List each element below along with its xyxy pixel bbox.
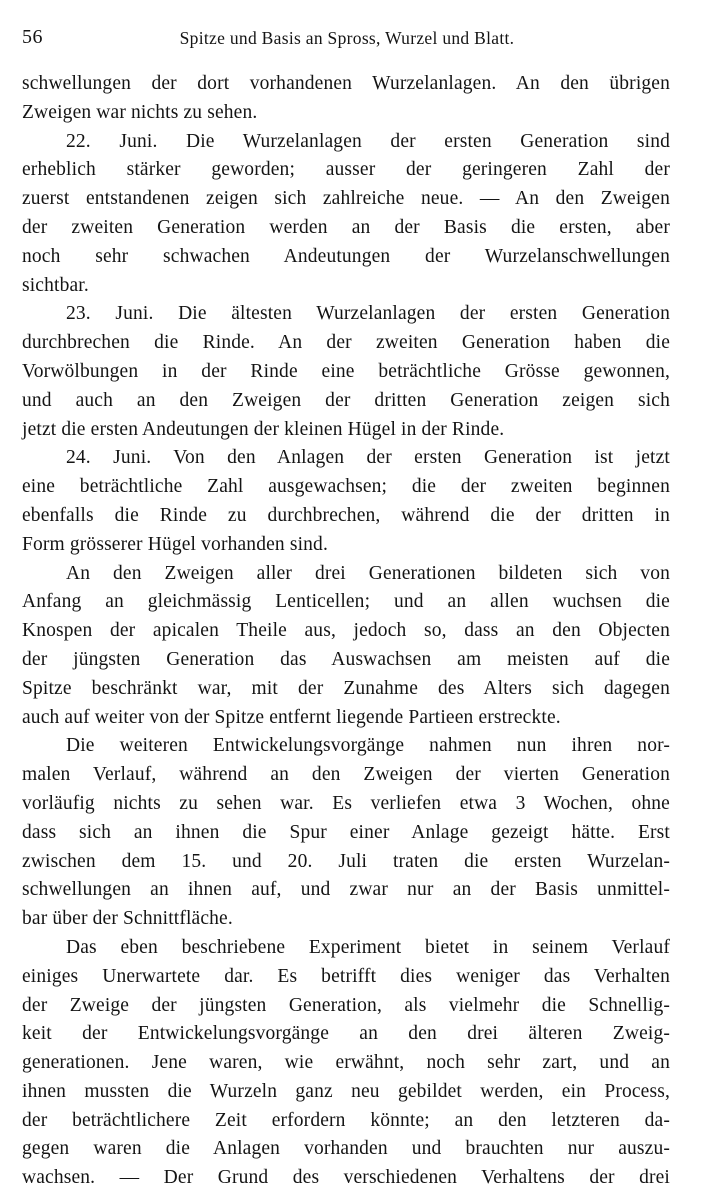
text-line: vorläufig nichts zu sehen war. Es verliefen etwa 3 Wochen, ohne: [22, 792, 670, 814]
text-line: bar über der Schnittfläche.: [22, 908, 233, 930]
text-line: jetzt die ersten Andeutungen der kleinen Hügel in der Rinde.: [22, 418, 505, 440]
text-line: der beträchtlichere Zeit erfordern könnte; an den letzteren da-: [22, 1109, 670, 1131]
text-line: eine beträchtliche Zahl ausgewachsen; die der zweiten beginnen: [22, 476, 670, 498]
text-line: und auch an den Zweigen der dritten Generation zeigen sich: [22, 389, 670, 411]
text-line: der zweiten Generation werden an der Basis die ersten, aber: [22, 216, 670, 238]
text-line: 22. Juni. Die Wurzelanlagen der ersten Generation sind: [66, 130, 670, 152]
text-line: der Zweige der jüngsten Generation, als vielmehr die Schnellig-: [22, 994, 670, 1016]
text-line: Anfang an gleichmässig Lenticellen; und an allen wuchsen die: [22, 591, 670, 613]
text-line: generationen. Jene waren, wie erwähnt, noch sehr zart, und an: [22, 1052, 670, 1074]
text-line: Vorwölbungen in der Rinde eine beträchtliche Grösse gewonnen,: [22, 360, 670, 382]
text-line: erheblich stärker geworden; ausser der geringeren Zahl der: [22, 159, 670, 181]
text-line: schwellungen an ihnen auf, und zwar nur an der Basis unmittel-: [22, 879, 670, 901]
body-text: [22, 70, 670, 1193]
text-line: Knospen der apicalen Theile aus, jedoch so, dass an den Objecten: [22, 620, 670, 642]
text-line: der jüngsten Generation das Auswachsen am meisten auf die: [22, 648, 670, 670]
running-title: Spitze und Basis an Spross, Wurzel und Blatt.: [179, 28, 515, 48]
text-line: Form grösserer Hügel vorhanden sind.: [22, 533, 328, 555]
text-line: 23. Juni. Die ältesten Wurzelanlagen der ersten Generation: [66, 303, 670, 325]
text-line: gegen waren die Anlagen vorhanden und brauchten nur auszu-: [22, 1138, 670, 1160]
text-line: dass sich an ihnen die Spur einer Anlage gezeigt hätte. Erst: [22, 821, 670, 843]
text-line: durchbrechen die Rinde. An der zweiten Generation haben die: [22, 332, 670, 354]
text-line: 24. Juni. Von den Anlagen der ersten Generation ist jetzt: [66, 447, 670, 469]
page-number: 56: [22, 26, 43, 48]
text-line: ebenfalls die Rinde zu durchbrechen, während die der dritten in: [22, 504, 670, 526]
text-line: schwellungen der dort vorhandenen Wurzelanlagen. An den übrigen: [22, 73, 670, 94]
text-line: zuerst entstandenen zeigen sich zahlreiche neue. — An den Zweigen: [22, 188, 670, 210]
text-line: sichtbar.: [22, 274, 89, 296]
text-line: Spitze beschränkt war, mit der Zunahme des Alters sich dagegen: [22, 677, 670, 699]
text-line: einiges Unerwartete dar. Es betrifft dies weniger das Verhalten: [22, 965, 670, 987]
text-line: zwischen dem 15. und 20. Juli traten die ersten Wurzelan-: [22, 850, 670, 872]
text-line: Zweigen war nichts zu sehen.: [22, 101, 258, 123]
page-header: [22, 26, 672, 52]
text-line: keit der Entwickelungsvorgänge an den drei älteren Zweig-: [22, 1023, 670, 1045]
text-line: Das eben beschriebene Experiment bietet in seinem Verlauf: [66, 936, 670, 958]
text-line: An den Zweigen aller drei Generationen bildeten sich von: [66, 562, 670, 584]
text-line: ihnen mussten die Wurzeln ganz neu gebildet werden, ein Process,: [22, 1080, 670, 1102]
text-line: noch sehr schwachen Andeutungen der Wurzelanschwellungen: [22, 245, 670, 267]
text-line: wachsen. — Der Grund des verschiedenen Verhaltens der drei: [22, 1167, 670, 1189]
text-line: Die weiteren Entwickelungsvorgänge nahmen nun ihren nor-: [66, 735, 670, 757]
text-line: malen Verlauf, während an den Zweigen der vierten Generation: [22, 764, 670, 786]
text-line: auch auf weiter von der Spitze entfernt liegende Partieen erstreckte.: [22, 706, 561, 728]
